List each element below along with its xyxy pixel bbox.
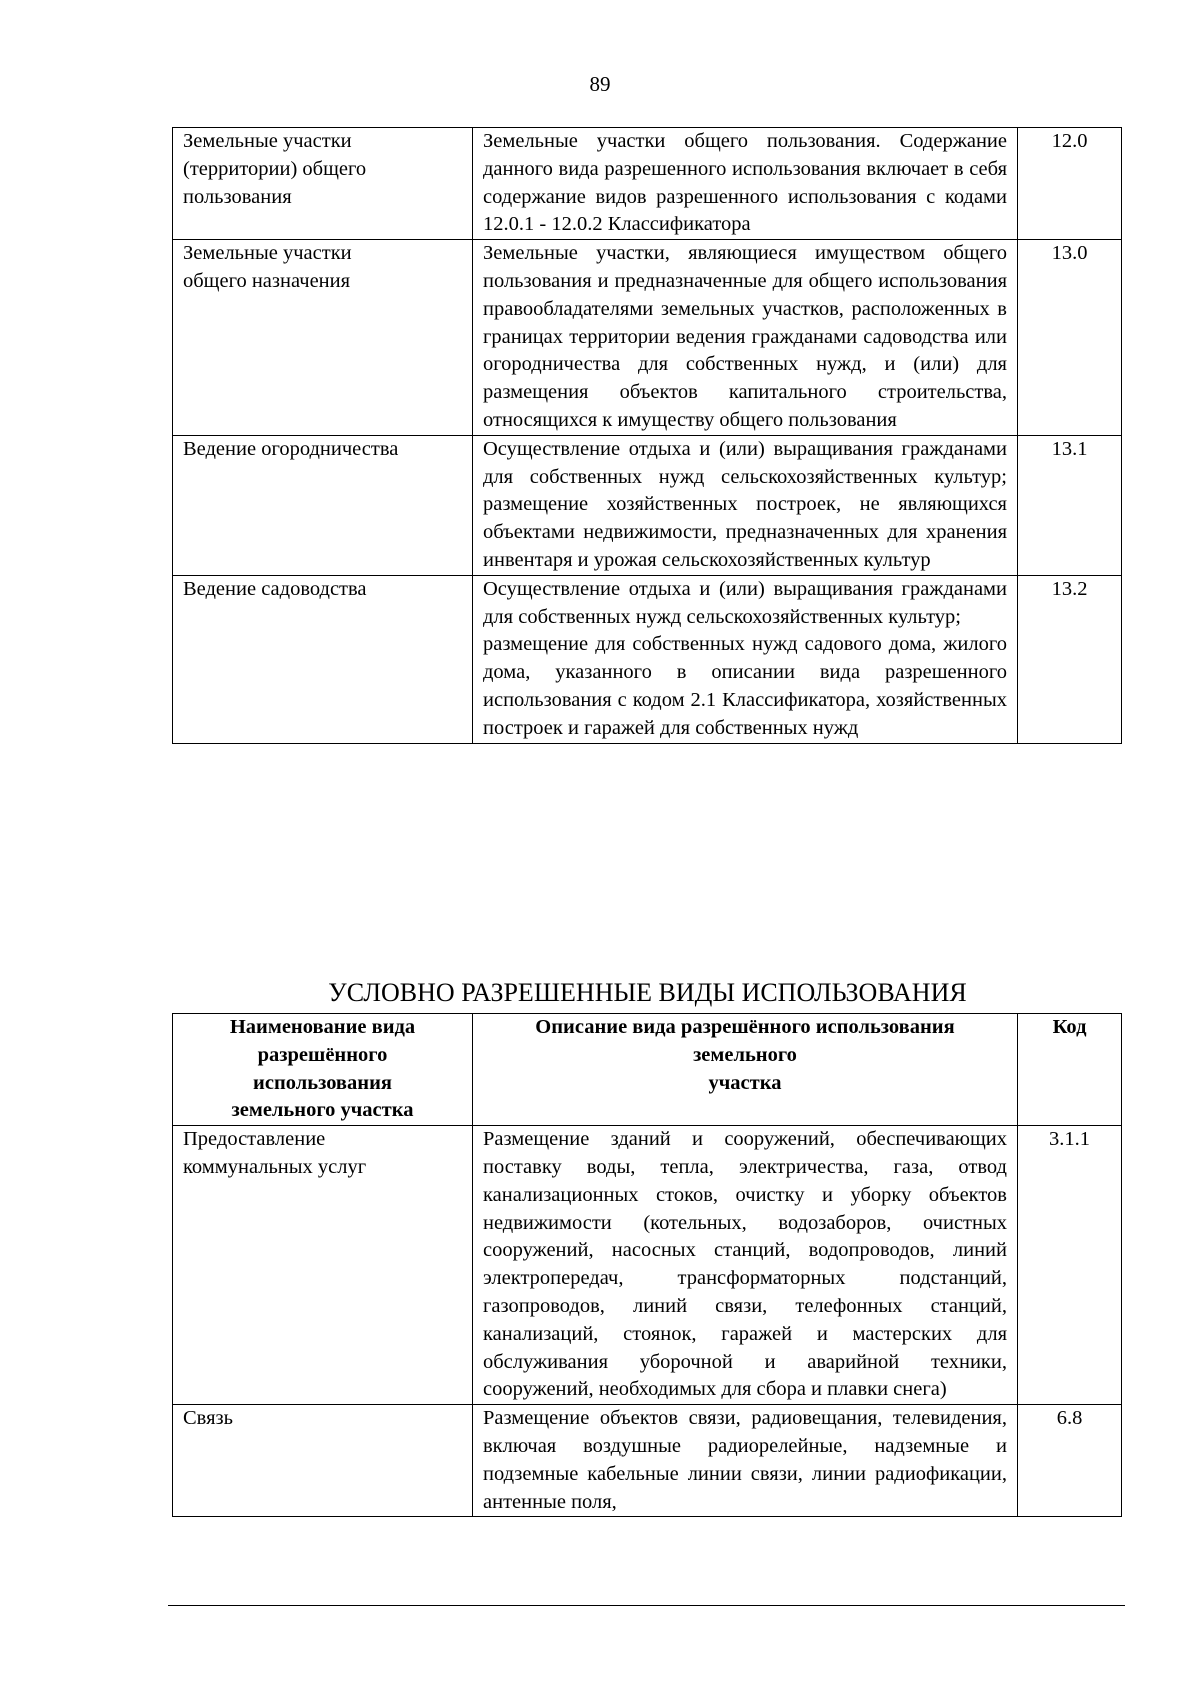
use-name-cell <box>173 1126 473 1405</box>
use-name-cell <box>173 128 473 240</box>
column-header-description <box>473 1014 1018 1126</box>
use-name-cell <box>173 1405 473 1517</box>
use-name-line: Предоставление <box>183 1128 326 1151</box>
table-row <box>173 1126 1122 1405</box>
use-name-line: Ведение огородничества <box>183 437 399 460</box>
column-header-code: Код <box>1018 1014 1122 1126</box>
column-header-name <box>173 1014 473 1126</box>
table-row <box>173 435 1122 575</box>
use-name-line: коммунальных услуг <box>183 1155 367 1178</box>
use-name-cell <box>173 435 473 575</box>
use-code-cell: 12.0 <box>1018 128 1122 240</box>
header-line: Описание вида разрешённого использования <box>535 1016 955 1038</box>
use-name-line: общего назначения <box>183 269 351 292</box>
header-line: Наименование вида <box>229 1016 416 1038</box>
header-line: участка <box>708 1071 782 1094</box>
header-line: разрешённого <box>257 1043 388 1066</box>
table-row <box>173 128 1122 240</box>
use-code-cell: 13.2 <box>1018 575 1122 743</box>
use-description-cell: Размещение зданий и сооружений, обеспечивающих поставку воды, тепла, электричества, газа, отвод канализационных стоков, очистку и уборку объектов недвижимости (котельных, водозаборов, очистных сооружений, насосных станций, водопроводов, линий электропередач, трансформаторных подстанций, газопроводов, линий связи, телефонных станций, канализаций, стоянок, гаражей и мастерских для обслуживания уборочной и аварийной техники, сооружений, необходимых для сбора и плавки снега) <box>473 1126 1018 1405</box>
use-name-cell <box>173 240 473 436</box>
use-name-line: (территории) общего <box>183 157 367 180</box>
section-title: УСЛОВНО РАЗРЕШЕННЫЕ ВИДЫ ИСПОЛЬЗОВАНИЯ <box>328 978 967 1007</box>
permitted-uses-table <box>172 127 1122 744</box>
header-line: земельного участка <box>231 1099 414 1122</box>
use-name-line: Земельные участки <box>183 130 352 152</box>
footer-divider <box>168 1605 1125 1606</box>
table-row <box>173 575 1122 743</box>
table-header-row <box>173 1014 1122 1126</box>
table-row <box>173 1405 1122 1517</box>
use-description-cell: Земельные участки, являющиеся имуществом общего пользования и предназначенные для общего использования правообладателями земельных участков, расположенных в границах территории ведения гражданами садоводства или огородничества для собственных нужд, и (или) для размещения объектов капитального строительства, относящихся к имуществу общего пользования <box>473 240 1018 436</box>
use-description-cell: Размещение объектов связи, радиовещания, телевидения, включая воздушные радиорелейные, надземные и подземные кабельные линии связи, линии радиофикации, антенные поля, <box>473 1405 1018 1517</box>
header-line: использования <box>253 1071 392 1094</box>
use-code-cell: 13.1 <box>1018 435 1122 575</box>
use-code-cell: 3.1.1 <box>1018 1126 1122 1405</box>
page-number: 89 <box>589 72 611 96</box>
use-name-line: пользования <box>183 185 292 208</box>
conditional-uses-table <box>172 1013 1122 1517</box>
use-description-cell: Осуществление отдыха и (или) выращивания гражданами для собственных нужд сельскохозяйственных культур; размещение хозяйственных построек, не являющихся объектами недвижимости, предназначенных для хранения инвентаря и урожая сельскохозяйственных культур <box>473 435 1018 575</box>
table-row <box>173 240 1122 436</box>
use-description-paragraph: Осуществление отдыха и (или) выращивания гражданами для собственных нужд сельскохозяйственных культур; <box>483 577 1007 628</box>
header-line: земельного <box>693 1043 797 1066</box>
use-name-line: Земельные участки <box>183 242 352 265</box>
use-code-cell: 13.0 <box>1018 240 1122 436</box>
use-description-cell: Земельные участки общего пользования. Содержание данного вида разрешенного использования включает в себя содержание видов разрешенного использования с кодами 12.0.1 - 12.0.2 Классификатора <box>473 128 1018 240</box>
use-description-cell <box>473 575 1018 743</box>
use-description-paragraph: размещение для собственных нужд садового дома, жилого дома, указанного в описании вида разрешенного использования с кодом 2.1 Классификатора, хозяйственных построек и гаражей для собственных нужд <box>483 633 1007 739</box>
use-code-cell: 6.8 <box>1018 1405 1122 1517</box>
use-name-cell <box>173 575 473 743</box>
use-name-line: Ведение садоводства <box>183 577 367 600</box>
use-name-line: Связь <box>183 1407 233 1430</box>
